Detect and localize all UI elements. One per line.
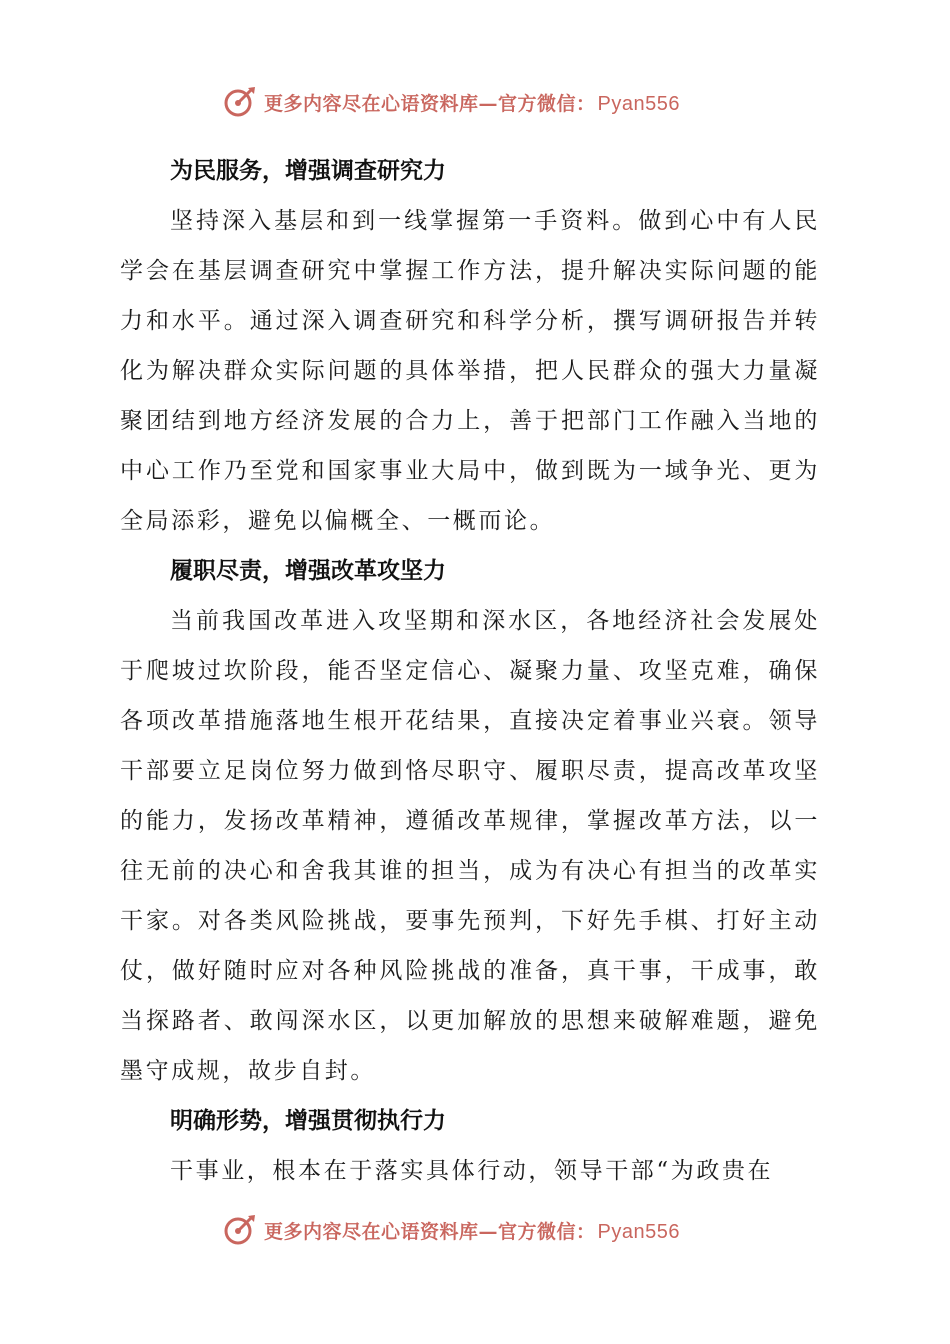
section-paragraph: 坚持深入基层和到一线掌握第一手资料。做到心中有人民学会在基层调查研究中掌握工作方法，提升解决实际问题的能力和水平。通过深入调查研究和科学分析，撰写调研报告并转化为解决群众实际问题的具体举措，把人民群众的强大力量凝聚团结到地方经济发展的合力上，善于把部门工作融入当地的中心工作乃至党和国家事业大局中，做到既为一域争光、更为全局添彩，避免以偏概全、一概而论。	[120, 208, 820, 534]
wechat-id: Pyan556	[597, 92, 680, 115]
watermark-text: 更多内容尽在心语资料库—官方微信： Pyan556	[264, 92, 680, 115]
section-heading: 履职尽责，增强改革攻坚力	[170, 558, 446, 584]
wechat-id: Pyan556	[597, 1220, 680, 1243]
section-heading: 明确形势，增强贯彻执行力	[170, 1108, 446, 1134]
section-paragraph: 干事业，根本在于落实具体行动，领导干部“为政贵在	[170, 1158, 774, 1184]
article-body	[120, 146, 820, 1196]
pen-logo-icon	[222, 84, 258, 120]
watermark-text: 更多内容尽在心语资料库—官方微信： Pyan556	[264, 1220, 680, 1243]
header-watermark	[222, 82, 742, 122]
section-paragraph: 当前我国改革进入攻坚期和深水区，各地经济社会发展处于爬坡过坎阶段，能否坚定信心、凝聚力量、攻坚克难，确保各项改革措施落地生根开花结果，直接决定着事业兴衰。领导干部要立足岗位努力做到恪尽职守、履职尽责，提高改革攻坚的能力，发扬改革精神，遵循改革规律，掌握改革方法，以一往无前的决心和舍我其谁的担当，成为有决心有担当的改革实干家。对各类风险挑战，要事先预判，下好先手棋、打好主动仗，做好随时应对各种风险挑战的准备，真干事，干成事，敢当探路者、敢闯深水区，以更加解放的思想来破解难题，避免墨守成规，故步自封。	[120, 608, 820, 1084]
section-heading: 为民服务，增强调查研究力	[170, 158, 446, 184]
pen-logo-icon	[222, 1212, 258, 1248]
footer-watermark	[222, 1210, 742, 1250]
